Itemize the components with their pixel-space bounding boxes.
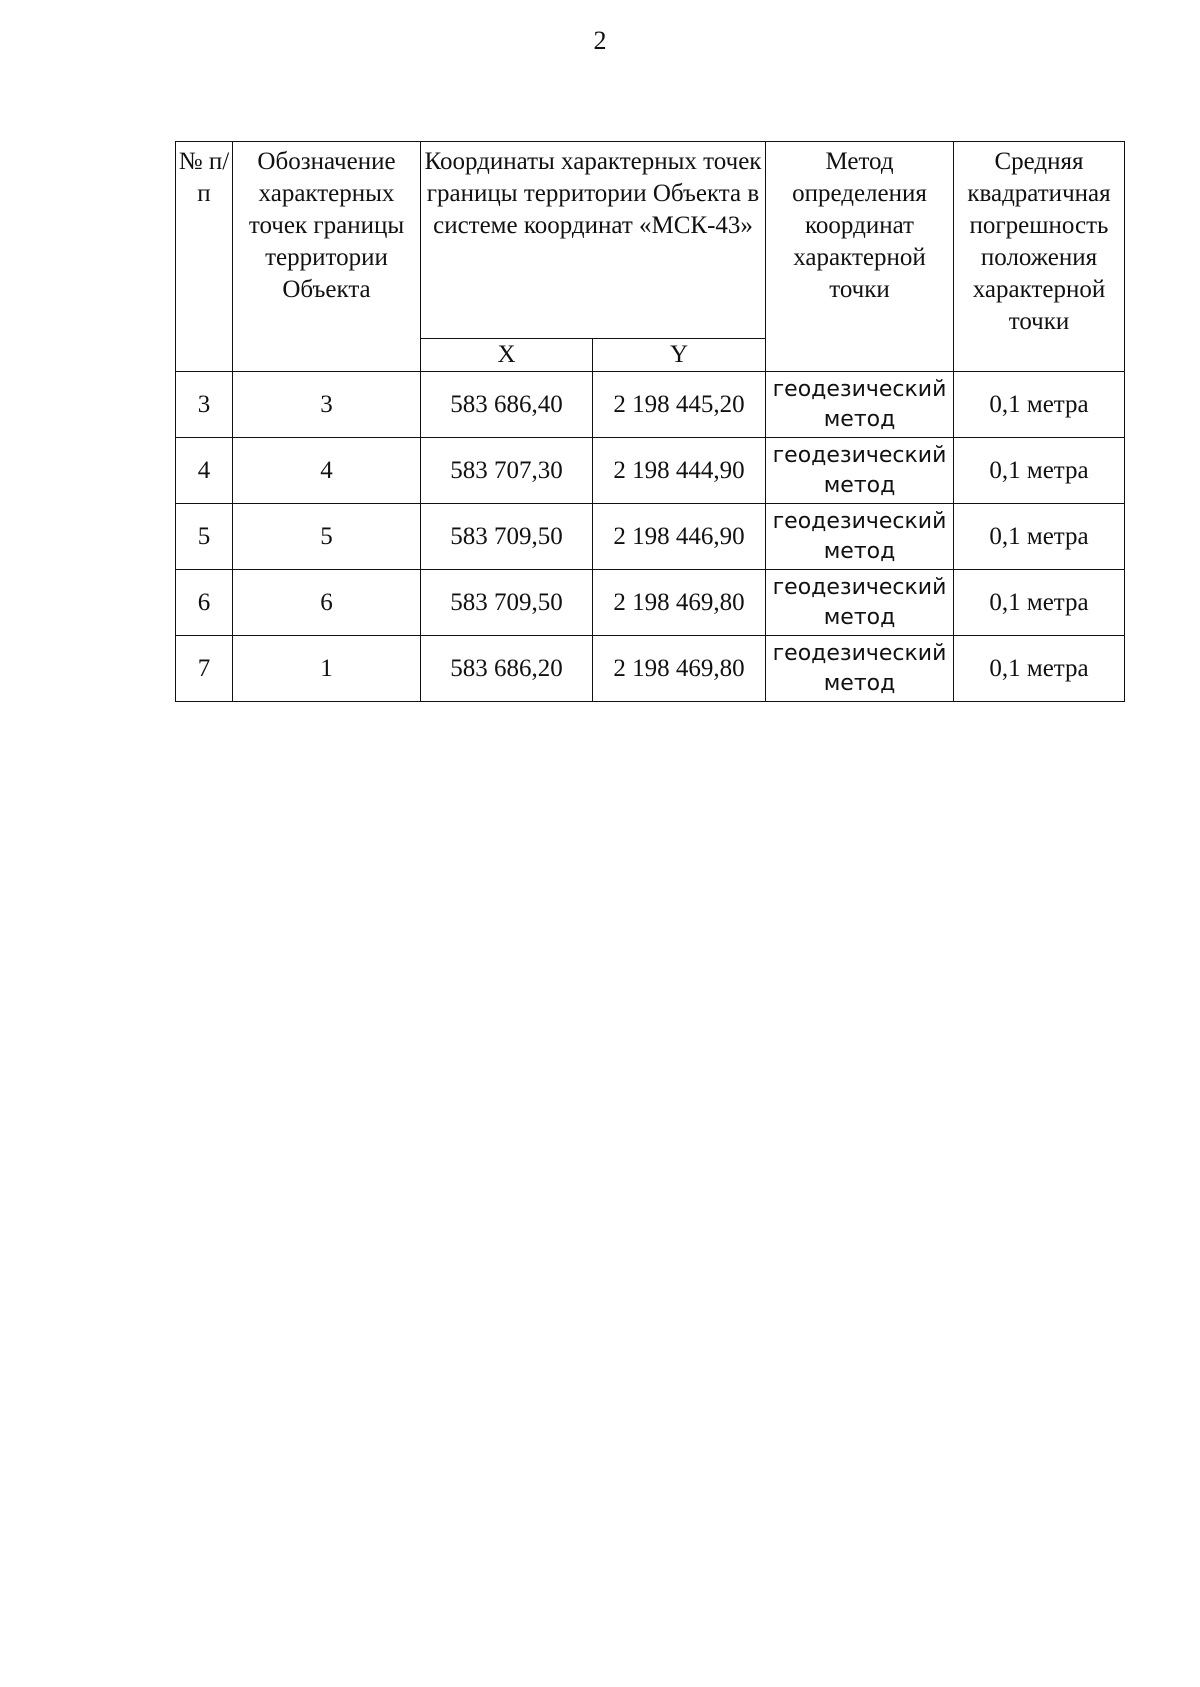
cell-point: 1 (233, 636, 421, 702)
page-number: 2 (593, 26, 607, 55)
method-text: геодезический метод (772, 442, 947, 498)
table-row (176, 570, 1125, 636)
cell-method (766, 636, 954, 702)
header-error: Средняя квадратичная погрешность положения характерной точки (954, 142, 1125, 372)
method-text: геодезический метод (772, 376, 947, 432)
cell-x: 583 686,40 (421, 372, 593, 438)
cell-point: 4 (233, 438, 421, 504)
cell-method (766, 438, 954, 504)
header-designation: Обозначение характерных точек границы территории Объекта (233, 142, 421, 372)
cell-error: 0,1 метра (954, 570, 1125, 636)
cell-y: 2 198 469,80 (593, 636, 766, 702)
cell-y: 2 198 469,80 (593, 570, 766, 636)
header-y: Y (593, 339, 766, 372)
cell-num: 6 (176, 570, 233, 636)
cell-method (766, 372, 954, 438)
cell-method (766, 570, 954, 636)
header-coordinates: Координаты характерных точек границы территории Объекта в системе координат «МСК-43» (421, 142, 766, 339)
cell-x: 583 709,50 (421, 570, 593, 636)
cell-y: 2 198 444,90 (593, 438, 766, 504)
cell-num: 5 (176, 504, 233, 570)
method-text: геодезический метод (772, 640, 947, 696)
cell-x: 583 709,50 (421, 504, 593, 570)
table-row (176, 504, 1125, 570)
cell-x: 583 707,30 (421, 438, 593, 504)
cell-method (766, 504, 954, 570)
cell-error: 0,1 метра (954, 372, 1125, 438)
table-row (176, 636, 1125, 702)
cell-point: 5 (233, 504, 421, 570)
cell-point: 6 (233, 570, 421, 636)
cell-x: 583 686,20 (421, 636, 593, 702)
cell-y: 2 198 446,90 (593, 504, 766, 570)
method-text: геодезический метод (772, 574, 947, 630)
coordinates-table (175, 141, 1125, 702)
table-row (176, 372, 1125, 438)
header-num: № п/п (176, 142, 233, 372)
cell-y: 2 198 445,20 (593, 372, 766, 438)
cell-error: 0,1 метра (954, 504, 1125, 570)
table-row (176, 438, 1125, 504)
method-text: геодезический метод (772, 508, 947, 564)
cell-error: 0,1 метра (954, 438, 1125, 504)
header-method: Метод определения координат характерной точки (766, 142, 954, 372)
header-x: X (421, 339, 593, 372)
cell-num: 7 (176, 636, 233, 702)
cell-point: 3 (233, 372, 421, 438)
cell-num: 4 (176, 438, 233, 504)
cell-error: 0,1 метра (954, 636, 1125, 702)
cell-num: 3 (176, 372, 233, 438)
